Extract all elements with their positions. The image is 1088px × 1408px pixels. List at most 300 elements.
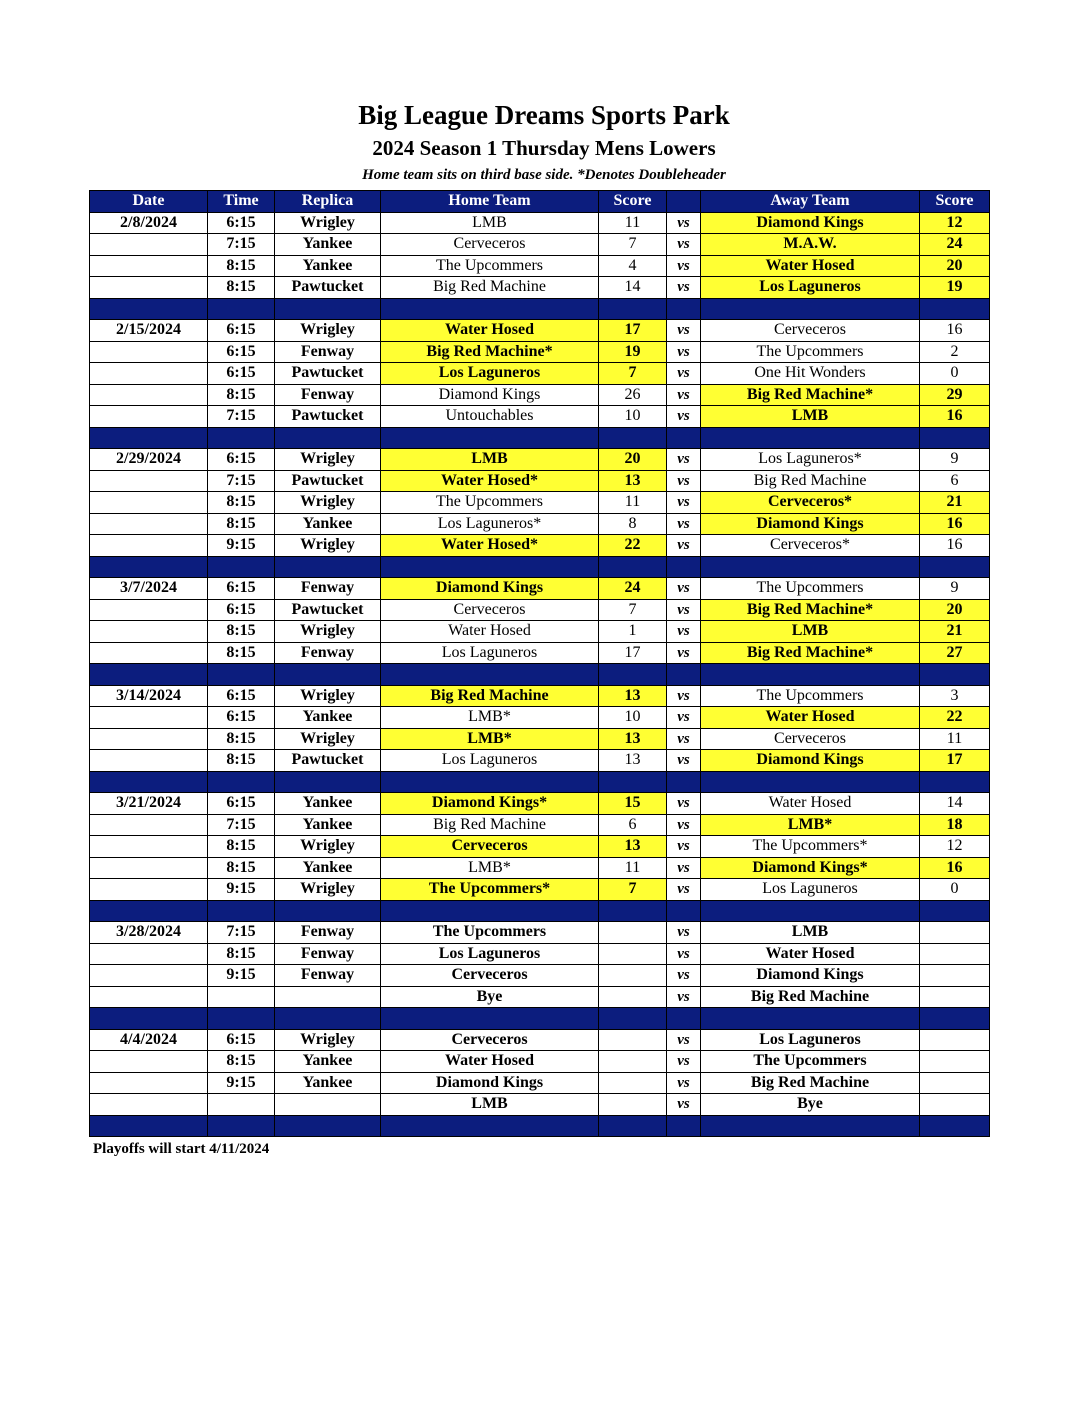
schedule-note: Home team sits on third base side. *Denotes Doubleheader xyxy=(362,167,726,183)
separator-cell xyxy=(275,427,381,449)
vs-label: vs xyxy=(667,857,701,879)
home-team: The Upcommers xyxy=(381,922,599,944)
home-score: 19 xyxy=(599,341,667,363)
game-replica: Wrigley xyxy=(275,836,381,858)
away-team: Los Laguneros xyxy=(701,879,920,901)
separator-cell xyxy=(920,1008,990,1030)
game-time: 8:15 xyxy=(208,255,275,277)
separator-cell xyxy=(667,298,701,320)
home-score: 22 xyxy=(599,535,667,557)
vs-label: vs xyxy=(667,793,701,815)
away-team: The Upcommers* xyxy=(701,836,920,858)
game-replica: Yankee xyxy=(275,1072,381,1094)
vs-label: vs xyxy=(667,836,701,858)
separator-cell xyxy=(90,1115,208,1137)
separator-cell xyxy=(208,900,275,922)
week-separator xyxy=(90,1115,990,1137)
game-row xyxy=(90,513,990,535)
separator-cell xyxy=(920,556,990,578)
away-team: Big Red Machine* xyxy=(701,384,920,406)
home-team: Los Laguneros xyxy=(381,642,599,664)
home-team: LMB* xyxy=(381,728,599,750)
away-score: 16 xyxy=(920,857,990,879)
game-time: 8:15 xyxy=(208,384,275,406)
home-team: Water Hosed* xyxy=(381,535,599,557)
vs-label: vs xyxy=(667,986,701,1008)
separator-cell xyxy=(920,900,990,922)
separator-cell xyxy=(381,664,599,686)
game-date: 3/14/2024 xyxy=(90,685,208,707)
home-team: LMB xyxy=(381,449,599,471)
game-time: 8:15 xyxy=(208,492,275,514)
game-replica: Pawtucket xyxy=(275,470,381,492)
game-replica: Fenway xyxy=(275,965,381,987)
game-date xyxy=(90,341,208,363)
game-replica: Wrigley xyxy=(275,879,381,901)
vs-label: vs xyxy=(667,621,701,643)
game-date xyxy=(90,1072,208,1094)
separator-cell xyxy=(667,556,701,578)
game-replica: Yankee xyxy=(275,814,381,836)
week-separator xyxy=(90,664,990,686)
game-time: 6:15 xyxy=(208,685,275,707)
away-team: Cerveceros xyxy=(701,320,920,342)
game-date: 3/21/2024 xyxy=(90,793,208,815)
vs-label: vs xyxy=(667,965,701,987)
game-replica: Wrigley xyxy=(275,728,381,750)
game-date xyxy=(90,986,208,1008)
separator-cell xyxy=(381,1008,599,1030)
away-score: 16 xyxy=(920,513,990,535)
separator-cell xyxy=(90,1008,208,1030)
away-score xyxy=(920,1094,990,1116)
home-team: Cerveceros xyxy=(381,965,599,987)
home-team: Cerveceros xyxy=(381,836,599,858)
game-time: 8:15 xyxy=(208,728,275,750)
vs-label: vs xyxy=(667,449,701,471)
home-team: Big Red Machine xyxy=(381,814,599,836)
away-score: 9 xyxy=(920,449,990,471)
game-replica: Pawtucket xyxy=(275,406,381,428)
separator-cell xyxy=(90,556,208,578)
separator-cell xyxy=(920,664,990,686)
separator-cell xyxy=(920,1115,990,1137)
separator-cell xyxy=(599,1115,667,1137)
game-time: 7:15 xyxy=(208,470,275,492)
separator-cell xyxy=(667,771,701,793)
home-score: 11 xyxy=(599,212,667,234)
game-row xyxy=(90,1072,990,1094)
away-team: Los Laguneros xyxy=(701,277,920,299)
game-time: 7:15 xyxy=(208,406,275,428)
away-team: Los Laguneros xyxy=(701,1029,920,1051)
home-score xyxy=(599,1072,667,1094)
home-score xyxy=(599,922,667,944)
away-score: 17 xyxy=(920,750,990,772)
game-date xyxy=(90,707,208,729)
home-team: The Upcommers* xyxy=(381,879,599,901)
vs-label: vs xyxy=(667,922,701,944)
game-row xyxy=(90,965,990,987)
game-time: 6:15 xyxy=(208,212,275,234)
away-score: 24 xyxy=(920,234,990,256)
vs-label: vs xyxy=(667,814,701,836)
away-team: The Upcommers xyxy=(701,685,920,707)
game-date xyxy=(90,814,208,836)
vs-label: vs xyxy=(667,212,701,234)
away-team: Water Hosed xyxy=(701,707,920,729)
home-team: Diamond Kings xyxy=(381,578,599,600)
away-score: 16 xyxy=(920,535,990,557)
game-date xyxy=(90,277,208,299)
game-replica xyxy=(275,1094,381,1116)
game-date xyxy=(90,965,208,987)
schedule-table xyxy=(89,190,990,1137)
game-replica: Fenway xyxy=(275,922,381,944)
game-replica: Yankee xyxy=(275,234,381,256)
home-team: LMB xyxy=(381,212,599,234)
game-row xyxy=(90,492,990,514)
away-team: Big Red Machine xyxy=(701,470,920,492)
game-date xyxy=(90,255,208,277)
away-team: Big Red Machine* xyxy=(701,599,920,621)
home-score: 10 xyxy=(599,406,667,428)
away-team: Diamond Kings xyxy=(701,513,920,535)
home-score: 20 xyxy=(599,449,667,471)
home-team: Los Laguneros xyxy=(381,363,599,385)
vs-label: vs xyxy=(667,363,701,385)
game-time: 8:15 xyxy=(208,1051,275,1073)
game-time: 6:15 xyxy=(208,341,275,363)
home-team: Diamond Kings xyxy=(381,384,599,406)
game-date xyxy=(90,836,208,858)
separator-cell xyxy=(920,771,990,793)
vs-label: vs xyxy=(667,1029,701,1051)
away-team: Water Hosed xyxy=(701,255,920,277)
home-score: 1 xyxy=(599,621,667,643)
game-replica: Yankee xyxy=(275,513,381,535)
game-time: 8:15 xyxy=(208,750,275,772)
home-score xyxy=(599,1029,667,1051)
separator-cell xyxy=(599,298,667,320)
away-team: Big Red Machine xyxy=(701,986,920,1008)
vs-label: vs xyxy=(667,578,701,600)
separator-cell xyxy=(208,771,275,793)
game-row xyxy=(90,277,990,299)
separator-cell xyxy=(381,1115,599,1137)
game-replica: Yankee xyxy=(275,707,381,729)
vs-label: vs xyxy=(667,277,701,299)
game-row xyxy=(90,363,990,385)
col-header-time: Time xyxy=(208,191,275,213)
home-score: 13 xyxy=(599,685,667,707)
home-score: 7 xyxy=(599,599,667,621)
week-separator xyxy=(90,900,990,922)
separator-cell xyxy=(599,664,667,686)
game-row xyxy=(90,707,990,729)
separator-cell xyxy=(667,900,701,922)
game-replica: Wrigley xyxy=(275,1029,381,1051)
game-replica: Wrigley xyxy=(275,212,381,234)
home-team: Diamond Kings xyxy=(381,1072,599,1094)
game-row xyxy=(90,814,990,836)
home-team: Water Hosed xyxy=(381,621,599,643)
home-team: Water Hosed xyxy=(381,320,599,342)
away-team: Cerveceros* xyxy=(701,492,920,514)
game-time: 9:15 xyxy=(208,879,275,901)
separator-cell xyxy=(208,664,275,686)
separator-cell xyxy=(599,1008,667,1030)
game-time: 6:15 xyxy=(208,320,275,342)
game-time: 8:15 xyxy=(208,513,275,535)
game-row xyxy=(90,836,990,858)
game-replica: Yankee xyxy=(275,255,381,277)
vs-label: vs xyxy=(667,707,701,729)
game-replica: Fenway xyxy=(275,578,381,600)
away-team: The Upcommers xyxy=(701,578,920,600)
game-replica: Wrigley xyxy=(275,492,381,514)
separator-cell xyxy=(275,298,381,320)
away-team: Diamond Kings xyxy=(701,212,920,234)
week-separator xyxy=(90,298,990,320)
game-date xyxy=(90,879,208,901)
vs-label: vs xyxy=(667,341,701,363)
game-row xyxy=(90,728,990,750)
separator-cell xyxy=(381,900,599,922)
separator-cell xyxy=(208,1115,275,1137)
game-date: 3/28/2024 xyxy=(90,922,208,944)
away-team: LMB* xyxy=(701,814,920,836)
game-row xyxy=(90,234,990,256)
game-date xyxy=(90,750,208,772)
away-score: 11 xyxy=(920,728,990,750)
game-row xyxy=(90,535,990,557)
home-score: 7 xyxy=(599,879,667,901)
separator-cell xyxy=(208,427,275,449)
separator-cell xyxy=(701,1115,920,1137)
game-time: 8:15 xyxy=(208,943,275,965)
game-date: 3/7/2024 xyxy=(90,578,208,600)
separator-cell xyxy=(381,427,599,449)
away-team: Bye xyxy=(701,1094,920,1116)
vs-label: vs xyxy=(667,943,701,965)
home-score xyxy=(599,1051,667,1073)
game-replica: Wrigley xyxy=(275,535,381,557)
game-row xyxy=(90,1051,990,1073)
game-row xyxy=(90,1029,990,1051)
away-score: 0 xyxy=(920,363,990,385)
separator-cell xyxy=(599,556,667,578)
game-replica xyxy=(275,986,381,1008)
separator-cell xyxy=(208,1008,275,1030)
game-replica: Wrigley xyxy=(275,621,381,643)
separator-cell xyxy=(381,298,599,320)
separator-cell xyxy=(701,900,920,922)
vs-label: vs xyxy=(667,642,701,664)
home-score: 7 xyxy=(599,234,667,256)
home-team: Water Hosed* xyxy=(381,470,599,492)
game-row xyxy=(90,793,990,815)
home-score: 13 xyxy=(599,470,667,492)
away-score: 21 xyxy=(920,621,990,643)
game-time: 9:15 xyxy=(208,965,275,987)
separator-cell xyxy=(667,1008,701,1030)
game-replica: Wrigley xyxy=(275,320,381,342)
game-row xyxy=(90,750,990,772)
separator-cell xyxy=(90,298,208,320)
separator-cell xyxy=(701,556,920,578)
game-date xyxy=(90,406,208,428)
game-time: 7:15 xyxy=(208,234,275,256)
home-team: Cerveceros xyxy=(381,1029,599,1051)
away-score: 22 xyxy=(920,707,990,729)
away-score: 19 xyxy=(920,277,990,299)
away-score: 20 xyxy=(920,255,990,277)
separator-cell xyxy=(701,771,920,793)
schedule-body xyxy=(90,212,990,1137)
vs-label: vs xyxy=(667,406,701,428)
away-score: 6 xyxy=(920,470,990,492)
home-score: 10 xyxy=(599,707,667,729)
game-time: 8:15 xyxy=(208,836,275,858)
home-score: 17 xyxy=(599,320,667,342)
game-replica: Pawtucket xyxy=(275,750,381,772)
home-score: 17 xyxy=(599,642,667,664)
vs-label: vs xyxy=(667,535,701,557)
away-team: Diamond Kings xyxy=(701,750,920,772)
home-team: The Upcommers xyxy=(381,492,599,514)
home-team: Los Laguneros* xyxy=(381,513,599,535)
game-time: 6:15 xyxy=(208,578,275,600)
header-row xyxy=(90,191,990,213)
away-score xyxy=(920,1072,990,1094)
away-score: 3 xyxy=(920,685,990,707)
game-date xyxy=(90,1051,208,1073)
home-score: 11 xyxy=(599,857,667,879)
game-time: 9:15 xyxy=(208,535,275,557)
separator-cell xyxy=(667,1115,701,1137)
home-team: Bye xyxy=(381,986,599,1008)
separator-cell xyxy=(667,427,701,449)
game-row xyxy=(90,470,990,492)
page-title: Big League Dreams Sports Park xyxy=(358,100,730,130)
game-time: 8:15 xyxy=(208,621,275,643)
separator-cell xyxy=(90,771,208,793)
away-team: Diamond Kings xyxy=(701,965,920,987)
home-team: Untouchables xyxy=(381,406,599,428)
home-score: 8 xyxy=(599,513,667,535)
page-subtitle: 2024 Season 1 Thursday Mens Lowers xyxy=(372,136,716,160)
away-team: LMB xyxy=(701,922,920,944)
vs-label: vs xyxy=(667,1094,701,1116)
game-time: 6:15 xyxy=(208,1029,275,1051)
vs-label: vs xyxy=(667,685,701,707)
game-date xyxy=(90,857,208,879)
game-date xyxy=(90,492,208,514)
away-score xyxy=(920,922,990,944)
away-score: 27 xyxy=(920,642,990,664)
away-team: One Hit Wonders xyxy=(701,363,920,385)
home-score: 15 xyxy=(599,793,667,815)
col-header-away-score: Score xyxy=(920,191,990,213)
week-separator xyxy=(90,1008,990,1030)
week-separator xyxy=(90,771,990,793)
home-score xyxy=(599,986,667,1008)
game-row xyxy=(90,578,990,600)
away-team: Water Hosed xyxy=(701,943,920,965)
game-date: 2/15/2024 xyxy=(90,320,208,342)
game-replica: Yankee xyxy=(275,793,381,815)
game-time: 9:15 xyxy=(208,1072,275,1094)
col-header-home-team: Home Team xyxy=(381,191,599,213)
game-date xyxy=(90,621,208,643)
col-header-replica: Replica xyxy=(275,191,381,213)
game-date xyxy=(90,642,208,664)
separator-cell xyxy=(920,427,990,449)
home-team: LMB* xyxy=(381,857,599,879)
away-score xyxy=(920,965,990,987)
separator-cell xyxy=(90,664,208,686)
vs-label: vs xyxy=(667,1051,701,1073)
week-separator xyxy=(90,427,990,449)
game-row xyxy=(90,384,990,406)
separator-cell xyxy=(701,427,920,449)
away-team: LMB xyxy=(701,406,920,428)
away-score xyxy=(920,986,990,1008)
game-replica: Yankee xyxy=(275,857,381,879)
home-team: Big Red Machine* xyxy=(381,341,599,363)
game-row xyxy=(90,621,990,643)
col-header-home-score: Score xyxy=(599,191,667,213)
away-score xyxy=(920,1029,990,1051)
game-row xyxy=(90,943,990,965)
away-team: Los Laguneros* xyxy=(701,449,920,471)
game-date xyxy=(90,234,208,256)
away-team: M.A.W. xyxy=(701,234,920,256)
separator-cell xyxy=(667,664,701,686)
away-team: Cerveceros xyxy=(701,728,920,750)
home-score xyxy=(599,943,667,965)
vs-label: vs xyxy=(667,320,701,342)
vs-label: vs xyxy=(667,879,701,901)
game-row xyxy=(90,922,990,944)
home-team: Water Hosed xyxy=(381,1051,599,1073)
game-time: 8:15 xyxy=(208,277,275,299)
home-score: 11 xyxy=(599,492,667,514)
game-time: 8:15 xyxy=(208,857,275,879)
home-score: 24 xyxy=(599,578,667,600)
home-score: 13 xyxy=(599,750,667,772)
game-replica: Pawtucket xyxy=(275,599,381,621)
separator-cell xyxy=(275,556,381,578)
away-team: Big Red Machine* xyxy=(701,642,920,664)
home-score: 13 xyxy=(599,836,667,858)
game-row xyxy=(90,212,990,234)
away-score: 0 xyxy=(920,879,990,901)
vs-label: vs xyxy=(667,234,701,256)
separator-cell xyxy=(701,298,920,320)
home-score: 6 xyxy=(599,814,667,836)
game-date xyxy=(90,943,208,965)
separator-cell xyxy=(701,664,920,686)
separator-cell xyxy=(701,1008,920,1030)
away-score: 12 xyxy=(920,212,990,234)
away-score: 29 xyxy=(920,384,990,406)
game-row xyxy=(90,857,990,879)
col-header-vs xyxy=(667,191,701,213)
game-row xyxy=(90,449,990,471)
game-date xyxy=(90,599,208,621)
